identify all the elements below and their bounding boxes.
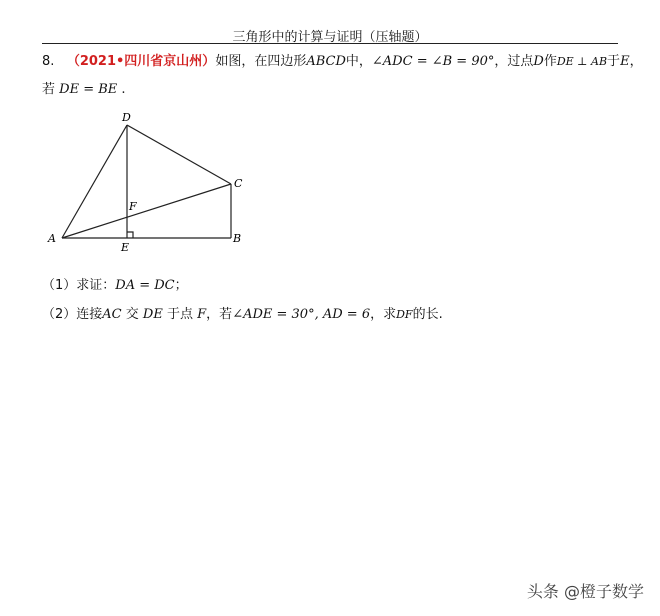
segment-da <box>62 125 127 238</box>
part-2-text: ，求 <box>370 307 397 322</box>
label-b: B <box>233 232 242 245</box>
stem-text: 作 <box>543 54 557 69</box>
point-e: E <box>620 54 630 69</box>
label-f: F <box>129 200 137 213</box>
segment-de-ref: DE <box>142 307 163 322</box>
segment-ac-ref: AC <box>102 307 122 322</box>
stem-text: 于 <box>607 54 621 69</box>
right-angle-mark <box>127 232 133 238</box>
stem-text: 若 <box>42 82 56 97</box>
problem-source: （2021•四川省京山州） <box>66 54 216 69</box>
part-1-equation: DA = DC <box>115 278 175 293</box>
segment-ac <box>62 184 231 238</box>
part-1-end: ； <box>174 278 188 293</box>
quad-name: ABCD <box>306 54 346 69</box>
stem-text: 如图，在四边形 <box>215 54 307 69</box>
part-2-text: 交 <box>125 307 139 322</box>
stem-text: ，过点 <box>494 54 534 69</box>
part-2-text: 的长. <box>412 307 443 322</box>
part-2-text: ，若 <box>206 307 233 322</box>
stem-text: . <box>121 82 126 97</box>
part-1-label: （1）求证： <box>42 278 116 293</box>
page-header-title: 三角形中的计算与证明（压轴题） <box>232 30 428 45</box>
label-d: D <box>122 111 131 124</box>
part-2-given: ∠ADE = 30°, AD = 6 <box>232 307 371 322</box>
equality-condition: DE = BE <box>59 82 118 97</box>
watermark: 头条 @橙子数学 <box>526 582 644 601</box>
problem-number: 8. <box>42 54 55 69</box>
segment-cd <box>127 125 231 184</box>
label-c: C <box>234 177 243 190</box>
perpendicular-condition: DE ⊥ AB <box>556 55 608 68</box>
part-2-text: 于点 <box>166 307 193 322</box>
part-2 <box>42 303 443 322</box>
segment-df-ref: DF <box>396 308 413 321</box>
point-d: D <box>533 54 544 69</box>
label-e: E <box>121 241 130 254</box>
part-1 <box>42 274 188 293</box>
angle-condition: ∠ADC = ∠B = 90° <box>371 54 495 69</box>
stem-text: 中， <box>345 54 372 69</box>
stem-text: ， <box>629 54 643 69</box>
part-2-label: （2）连接 <box>42 307 103 322</box>
point-f-ref: F <box>197 307 207 322</box>
label-a: A <box>48 232 56 245</box>
